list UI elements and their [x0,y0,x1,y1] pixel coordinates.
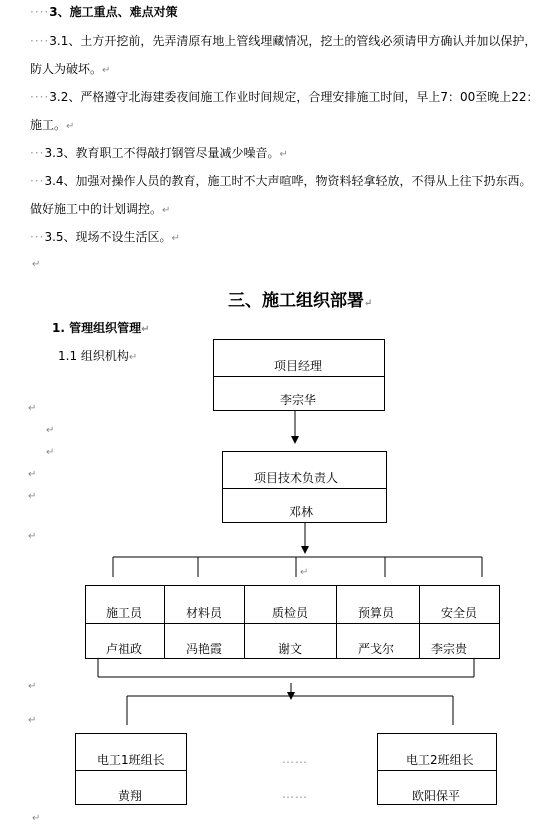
indent-dots: ···· [30,34,50,48]
manager-box [213,339,385,411]
indent-dots: ··· [30,174,45,188]
staff-table [85,585,500,659]
divider [214,376,384,377]
manager-name: 李宗华 [280,393,317,407]
staff-role-materials: 材料员 [186,606,223,620]
paragraph-mark: ↵ [28,491,37,502]
item-text: 施工。 [30,118,67,132]
paragraph-mark: ↵ [102,65,111,76]
indent-dots: ···· [30,90,50,104]
org-structure-heading-text: 1.1 组织机构 [58,349,129,363]
row-divider [86,623,499,624]
paragraph-mark: ↵ [162,205,171,216]
staff-name-construction: 卢祖政 [106,642,143,656]
tech-lead-role: 项目技术负责人 [254,471,339,485]
item-text: 3.5、现场不设生活区。 [44,230,172,244]
manager-role: 项目经理 [274,359,323,373]
team-2-role: 电工2班组长 [406,753,474,767]
indent-dots: ··· [30,230,45,244]
paragraph-mark: ↵ [32,259,41,270]
paragraph-mark: ↵ [66,121,75,132]
indent-dots: ··· [30,146,45,160]
item-text: 3.2、严格遵守北海建委夜间施工作业时间规定，合理安排施工时间，早上7：00至晚上22： [49,90,539,104]
item-text: 3.1、土方开挖前，先弄清原有地上管线埋藏情况，挖土的管线必须请甲方确认并加以保护， [49,34,537,48]
indent-dots: ···· [30,5,50,19]
team-1-name: 黄翔 [118,789,143,803]
section3-heading-text: 3、施工重点、难点对策 [49,5,178,19]
paragraph-mark: ↵ [171,233,180,244]
team-box-2 [377,733,497,805]
divider [378,770,496,771]
chapter-title-text: 三、施工组织部署 [228,291,364,311]
team-ellipsis-top: …… [282,752,308,766]
item-text: 做好施工中的计划调控。 [30,202,163,216]
divider [76,770,186,771]
item-text: 3.4、加强对操作人员的教育，施工时不大声喧哗，物资料轻拿轻放，不得从上往下扔东西。 [44,174,532,188]
item-text: 3.3、教育职工不得敲打钢管尽量减少噪音。 [44,146,280,160]
staff-name-budget: 严戈尔 [358,642,395,656]
management-heading-text: 1. 管理组织管理 [52,321,142,335]
staff-role-construction: 施工员 [106,606,143,620]
team-1-role: 电工1班组长 [97,753,165,767]
paragraph-mark: ↵ [28,715,37,726]
team-2-name: 欧阳保平 [412,789,461,803]
paragraph-mark: ↵ [46,447,55,458]
staff-role-quality: 质检员 [272,606,309,620]
staff-role-budget: 预算员 [358,606,395,620]
tech-lead-box [222,451,387,523]
paragraph-mark: ↵ [28,403,37,414]
team-box-1 [75,733,187,805]
paragraph-mark: ↵ [28,531,37,542]
paragraph-mark: ↵ [300,567,309,578]
staff-role-safety: 安全员 [441,606,478,620]
item-text: 防人为破坏。 [30,62,103,76]
staff-name-quality: 谢文 [278,642,303,656]
paragraph-mark: ↵ [28,681,37,692]
paragraph-mark: ↵ [364,298,373,309]
staff-name-safety: 李宗贵 [431,642,468,656]
paragraph-mark: ↵ [32,813,41,824]
paragraph-mark: ↵ [28,469,37,480]
team-ellipsis-bottom: …… [282,787,308,801]
paragraph-mark: ↵ [128,352,138,363]
staff-name-materials: 冯艳霞 [186,642,223,656]
paragraph-mark: ↵ [141,324,150,335]
paragraph-mark: ↵ [279,149,288,160]
paragraph-mark: ↵ [46,425,55,436]
divider [223,488,386,489]
tech-lead-name: 邓林 [289,505,314,519]
